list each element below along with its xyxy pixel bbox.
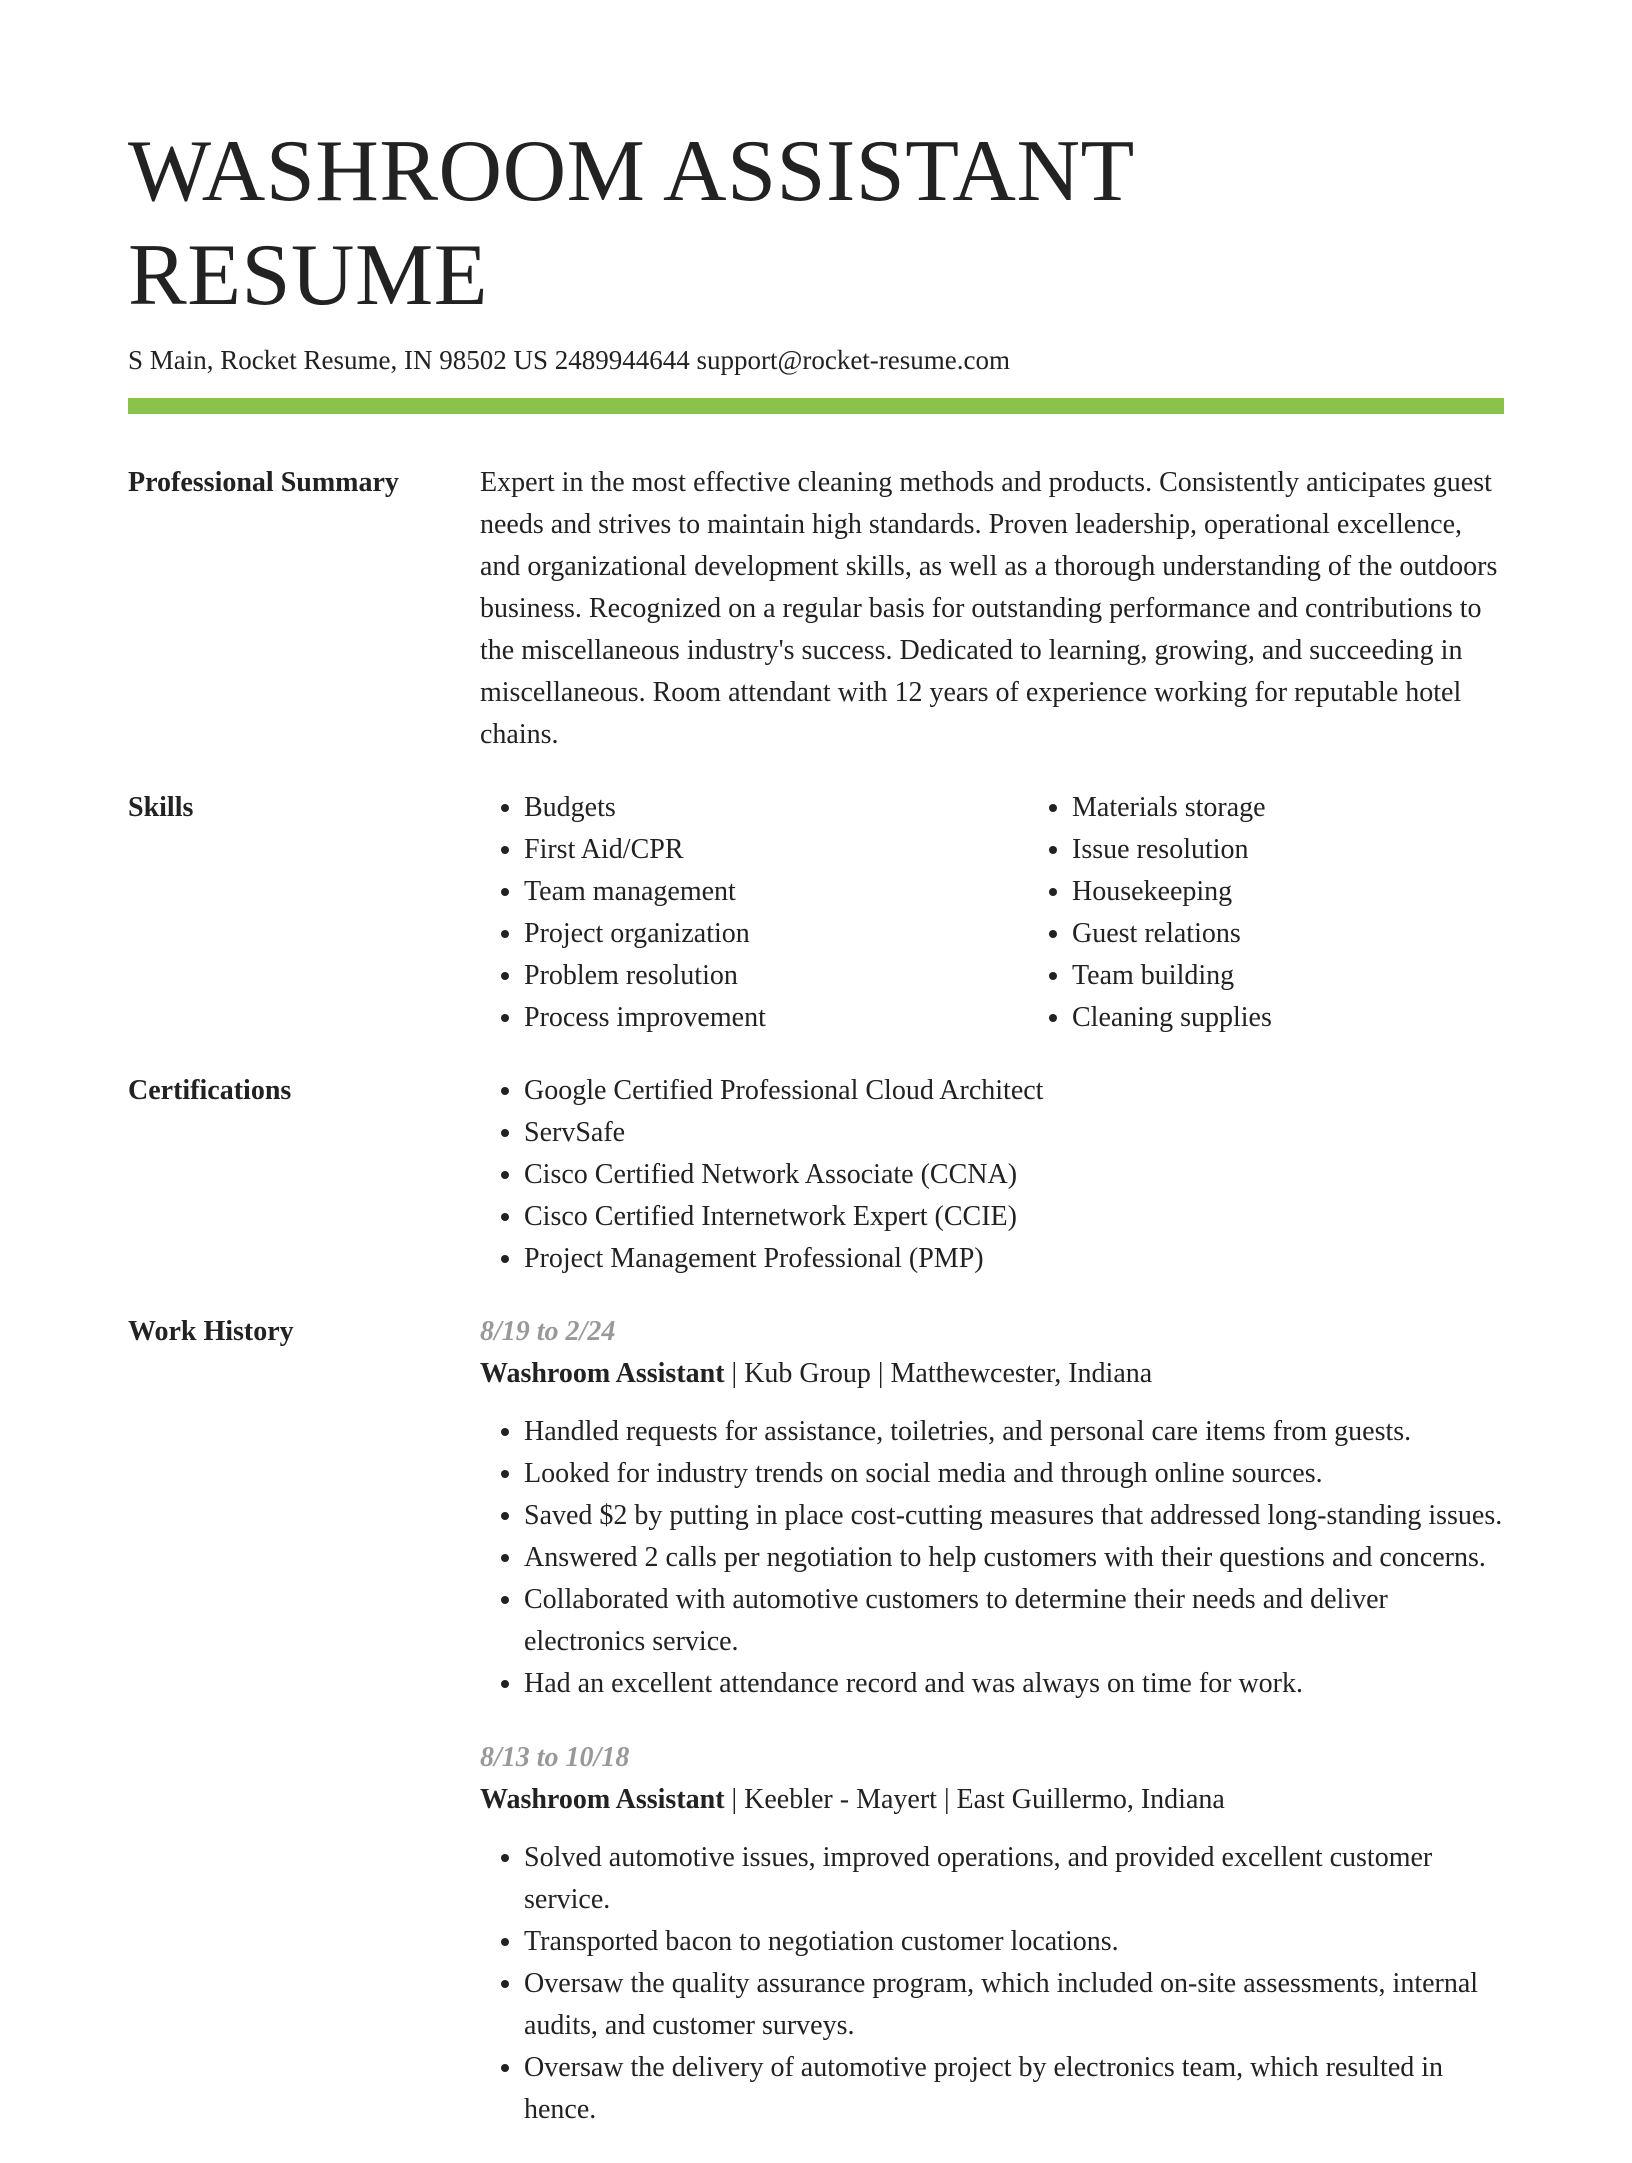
skills-column-2 xyxy=(1028,787,1576,1039)
work-history-body xyxy=(480,1311,1504,2163)
job-bullets xyxy=(480,1411,1504,1705)
job-title: Washroom Assistant xyxy=(480,1784,725,1815)
job-entry xyxy=(480,1737,1504,2131)
certification-item: • ServSafe xyxy=(524,1112,1504,1154)
job-bullet: • Transported bacon to negotiation customer locations. xyxy=(524,1921,1504,1963)
skills-column-1 xyxy=(480,787,1028,1039)
certification-item: • Cisco Certified Network Associate (CCNA) xyxy=(524,1154,1504,1196)
contact-line: S Main, Rocket Resume, IN 98502 US 2489944644 support@rocket-resume.com xyxy=(128,345,1010,375)
summary-text: Expert in the most effective cleaning methods and products. Consistently anticipates guest needs and strives to maintain high standards. Proven leadership, operational excellence, and organizational development skills, as well as a thorough understanding of the outdoors business. Recognized on a regular basis for outstanding performance and contributions to the miscellaneous industry's success. Dedicated to learning, growing, and succeeding in miscellaneous. Room attendant with 12 years of experience working for reputable hotel chains. xyxy=(480,467,1498,750)
accent-divider xyxy=(128,398,1504,414)
skill-item: • Materials storage xyxy=(1072,787,1576,829)
skills-label: Skills xyxy=(128,792,194,823)
skill-item: • Problem resolution xyxy=(524,955,1028,997)
skill-item: • Team building xyxy=(1072,955,1576,997)
skill-item: • Issue resolution xyxy=(1072,829,1576,871)
job-dates: 8/13 to 10/18 xyxy=(480,1742,630,1773)
job-details: | Keebler - Mayert | East Guillermo, Indiana xyxy=(724,1784,1225,1815)
job-bullets xyxy=(480,1837,1504,2131)
skill-item: • First Aid/CPR xyxy=(524,829,1028,871)
job-bullet: • Looked for industry trends on social media and through online sources. xyxy=(524,1453,1504,1495)
certification-item: • Project Management Professional (PMP) xyxy=(524,1238,1504,1280)
skill-item: • Project organization xyxy=(524,913,1028,955)
job-bullet: • Collaborated with automotive customers to determine their needs and deliver electronics service. xyxy=(524,1579,1504,1663)
summary-body xyxy=(480,462,1504,756)
certifications-label: Certifications xyxy=(128,1075,292,1106)
skill-item: • Team management xyxy=(524,871,1028,913)
job-bullet: • Answered 2 calls per negotiation to help customers with their questions and concerns. xyxy=(524,1537,1504,1579)
summary-label: Professional Summary xyxy=(128,467,399,498)
skills-body xyxy=(480,787,1576,1039)
job-title: Washroom Assistant xyxy=(480,1358,725,1389)
job-heading xyxy=(480,1353,1504,1395)
certifications-section xyxy=(128,1070,1504,1280)
work-history-label: Work History xyxy=(128,1316,294,1347)
job-details: | Kub Group | Matthewcester, Indiana xyxy=(724,1358,1153,1389)
skills-section xyxy=(128,787,1504,1039)
certifications-list xyxy=(480,1070,1504,1280)
skill-item: • Housekeeping xyxy=(1072,871,1576,913)
job-bullet: • Handled requests for assistance, toiletries, and personal care items from guests. xyxy=(524,1411,1504,1453)
resume-title: WASHROOM ASSISTANT RESUME xyxy=(128,123,1134,324)
job-bullet: • Oversaw the delivery of automotive project by electronics team, which resulted in hence. xyxy=(524,2047,1504,2131)
job-bullet: • Saved $2 by putting in place cost-cutting measures that addressed long-standing issues. xyxy=(524,1495,1504,1537)
work-history-section xyxy=(128,1311,1504,2163)
certification-item: • Cisco Certified Internetwork Expert (CCIE) xyxy=(524,1196,1504,1238)
job-bullet: • Oversaw the quality assurance program, which included on-site assessments, internal audits, and customer surveys. xyxy=(524,1963,1504,2047)
job-bullet: • Solved automotive issues, improved operations, and provided excellent customer service. xyxy=(524,1837,1504,1921)
certifications-body xyxy=(480,1070,1504,1280)
summary-section xyxy=(128,462,1504,756)
job-entry xyxy=(480,1311,1504,1705)
job-heading xyxy=(480,1779,1504,1821)
skill-item: • Cleaning supplies xyxy=(1072,997,1576,1039)
job-bullet: • Had an excellent attendance record and was always on time for work. xyxy=(524,1663,1504,1705)
skill-item: • Budgets xyxy=(524,787,1028,829)
skill-item: • Guest relations xyxy=(1072,913,1576,955)
certification-item: • Google Certified Professional Cloud Architect xyxy=(524,1070,1504,1112)
job-dates: 8/19 to 2/24 xyxy=(480,1316,616,1347)
skill-item: • Process improvement xyxy=(524,997,1028,1039)
